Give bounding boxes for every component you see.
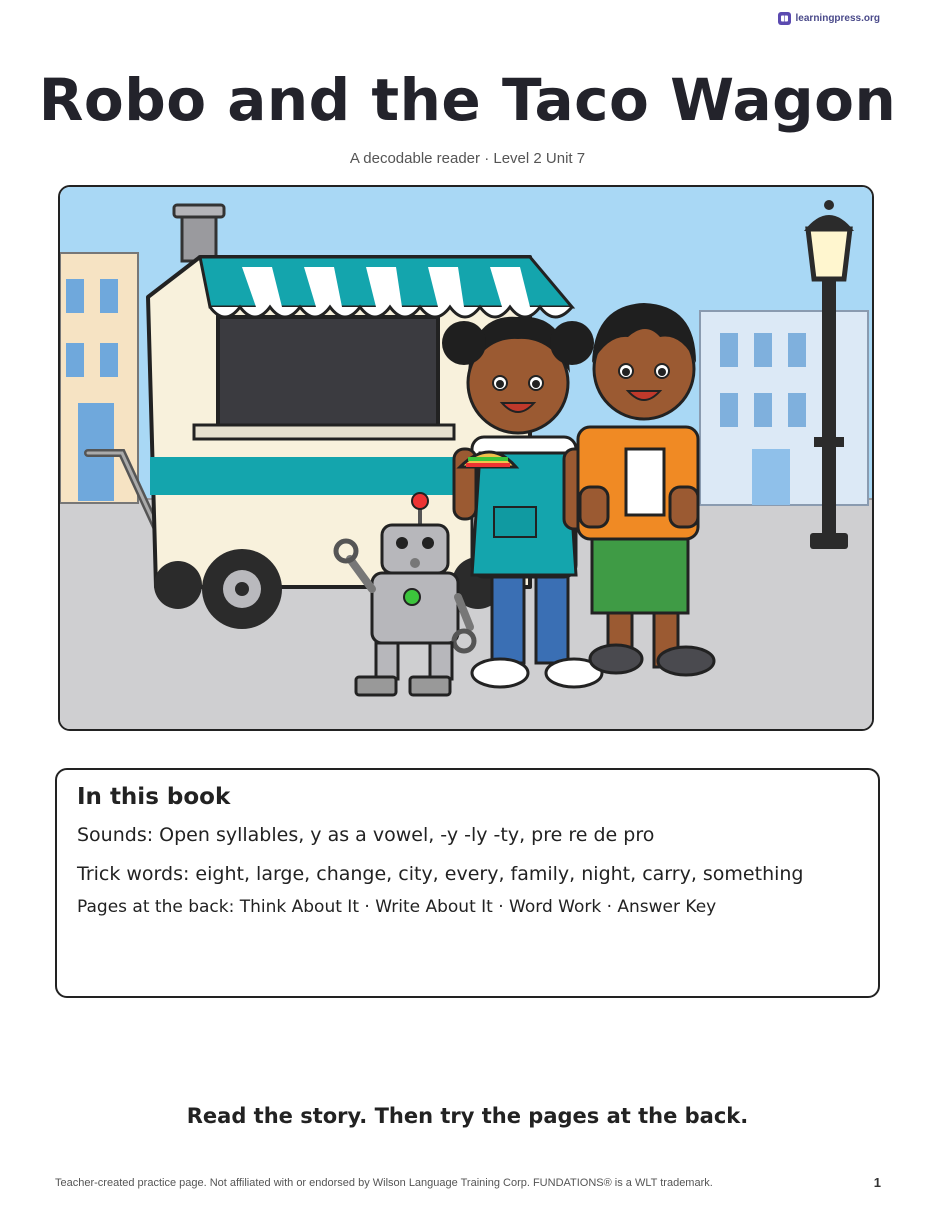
brand-link[interactable]: [778, 12, 880, 25]
pages-at-back-line: Pages at the back: Think About It · Write About It · Word Work · Answer Key: [77, 897, 717, 917]
cover-illustration: [58, 185, 874, 731]
brand-name: learningpress.org: [795, 13, 880, 24]
book-icon: [778, 12, 791, 25]
page-subtitle: A decodable reader · Level 2 Unit 7: [349, 150, 586, 167]
info-heading: In this book: [77, 784, 231, 810]
call-to-action: Read the story. Then try the pages at the back.: [186, 1104, 749, 1128]
page-number: 1: [873, 1175, 881, 1190]
right-building: [700, 311, 868, 505]
sounds-line: Sounds: Open syllables, y as a vowel, -y -ly -ty, pre re de pro: [77, 824, 655, 846]
footer-disclaimer: Teacher-created practice page. Not affiliated with or endorsed by Wilson Language Training Corp. FUNDATIONS® is a WLT trademark.: [55, 1177, 713, 1189]
trick-words-line: Trick words: eight, large, change, city, every, family, night, carry, something: [77, 863, 804, 885]
page-title: Robo and the Taco Wagon: [38, 66, 897, 134]
book-info-box: [55, 768, 880, 998]
